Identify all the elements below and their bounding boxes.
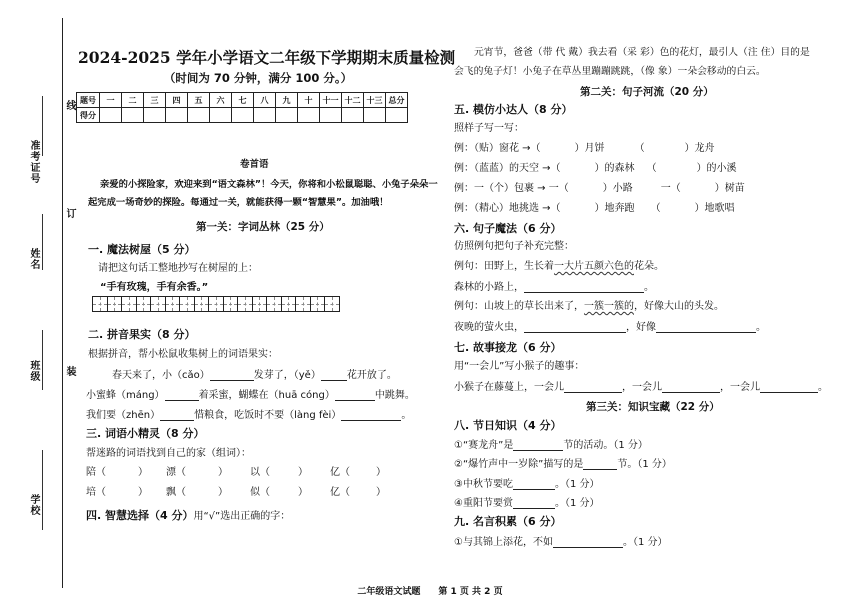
answer-blank[interactable] [321,370,347,381]
score-header-cell: 二 [122,93,144,108]
score-header-cell: 十二 [342,93,364,108]
score-header-cell: 三 [144,93,166,108]
score-header-cell: 十 [298,93,320,108]
q2-line-1: 春天来了，小（cǎo） 发芽了，（yě） 花开放了。 [112,370,397,381]
score-header-cell: 一 [100,93,122,108]
label-class: 班级 [28,360,39,382]
q4-title: 四. 智慧选择（4 分） [86,509,194,522]
score-header-cell: 八 [254,93,276,108]
q5-title: 五. 模仿小达人（8 分） [454,103,573,116]
score-header-cell: 六 [210,93,232,108]
part3-heading: 第三关：知识宝藏（22 分） [586,401,720,413]
answer-blank[interactable] [524,322,626,333]
score-cell[interactable] [276,108,298,123]
label-name: 姓名 [28,248,39,270]
score-cell[interactable] [254,108,276,123]
label-school: 学校 [28,494,39,516]
answer-blank[interactable] [513,440,563,451]
q6-example-2: 例句：山坡上的草长出来了，一簇一簇的，好像大山的头发。 [454,301,724,312]
score-header-row [77,93,408,108]
q8-title: 八. 节日知识（4 分） [454,419,562,432]
score-cell[interactable] [100,108,122,123]
score-header-cell: 题号 [77,93,100,108]
score-cell[interactable] [232,108,254,123]
answer-blank[interactable] [656,322,756,333]
score-cell[interactable] [320,108,342,123]
score-header-cell: 四 [166,93,188,108]
answer-blank[interactable] [335,390,375,401]
q6-title: 六. 句子魔法（6 分） [454,222,562,235]
q6-instruction: 仿照例句把句子补充完整： [454,241,574,252]
q8-item-1: ①“赛龙舟”是 节的活动。（1 分） [454,440,648,451]
answer-blank[interactable] [564,382,622,393]
score-cell[interactable] [188,108,210,123]
q2-line-3: 我们要（zhēn） 惜粮食，吃饭时不要（làng fèi） 。 [86,410,412,421]
score-header-cell: 七 [232,93,254,108]
q3-instruction: 帮迷路的词语找到自己的家（组词）： [86,448,251,459]
score-cell[interactable] [342,108,364,123]
exam-number-field[interactable] [42,96,43,156]
q5-instruction: 照样子写一写： [454,123,524,134]
answer-blank[interactable] [513,479,555,490]
intro-heading: 卷首语 [240,159,269,170]
q3-row-2: 培（ ） 飘（ ） 似（ ） 亿（ ） [86,487,386,498]
q3-title: 三. 词语小精灵（8 分） [86,427,205,440]
answer-blank[interactable] [524,282,644,293]
answer-blank[interactable] [341,410,401,421]
q2-line-2: 小蜜蜂（máng） 着采蜜，蝴蝶在（huā cóng） 中跳舞。 [86,390,415,401]
q2-title: 二. 拼音果实（8 分） [88,328,196,341]
q6-fill-1: 森林的小路上， 。 [454,282,654,293]
q7-title: 七. 故事接龙（6 分） [454,341,562,354]
name-field[interactable] [42,214,43,270]
class-field[interactable] [42,330,43,390]
score-header-cell: 十一 [320,93,342,108]
score-row-label: 得分 [77,108,100,123]
q4-text-line-1: 元宵节，爸爸（带 代 戴）我去看（采 彩）色的花灯，最引人（注 住）目的是 [474,47,810,58]
answer-blank[interactable] [513,498,555,509]
intro-line-1: 亲爱的小探险家，欢迎来到“语文森林”！今天，你将和小松鼠聪聪、小兔子朵朵一 [100,179,438,190]
score-cell[interactable] [210,108,232,123]
page-footer: 二年级语文试题 第 1 页 共 2 页 [357,587,503,597]
part1-heading: 第一关：字词丛林（25 分） [196,221,330,233]
answer-blank[interactable] [662,382,720,393]
exam-title: 2024-2025 学年小学语文二年级下学期期末质量检测 [78,48,456,67]
q5-row-1: 例：（贴）窗花 →（ ）月饼 （ ）龙舟 [454,143,715,154]
score-cell[interactable] [386,108,408,123]
label-exam-number: 准考证号 [28,140,39,184]
q4-instruction: 用“√”选出正确的字： [193,511,291,522]
q6-fill-2: 夜晚的萤火虫， ，好像 。 [454,322,766,333]
score-cell[interactable] [144,108,166,123]
exam-subtitle: （时间为 70 分钟，满分 100 分。） [163,71,353,85]
q8-item-3: ③中秋节要吃 。（1 分） [454,479,600,490]
score-cell[interactable] [298,108,320,123]
q4-text-line-2: 会飞的兔子灯！小兔子在草丛里蹦蹦跳跳，（像 象）一朵会移动的白云。 [454,66,766,77]
q5-row-4: 例：（精心）地挑选 →（ ）地奔跑 （ ）地歌唱 [454,203,735,214]
score-cell[interactable] [122,108,144,123]
score-header-cell: 总分 [386,93,408,108]
answer-blank[interactable] [210,370,254,381]
answer-blank[interactable] [160,410,194,421]
writing-grid[interactable] [92,296,339,312]
score-cell[interactable] [166,108,188,123]
answer-blank[interactable] [583,459,617,470]
score-table [76,92,408,123]
q7-line: 小猴子在藤蔓上，一会儿 ，一会儿 ，一会儿 。 [454,382,828,393]
score-value-row [77,108,408,123]
binding-marker-staple: 订 [64,208,75,219]
school-field[interactable] [42,450,43,530]
answer-blank[interactable] [553,537,623,548]
q3-row-1: 陪（ ） 漂（ ） 以（ ） 亿（ ） [86,467,386,478]
score-header-cell: 五 [188,93,210,108]
answer-blank[interactable] [165,390,199,401]
q1-sentence: “手有玫瑰，手有余香。” [100,282,209,293]
part2-heading: 第二关：句子河流（20 分） [580,86,714,98]
q9-item-1: ①与其锦上添花，不如 。（1 分） [454,537,668,548]
q8-item-2: ②“爆竹声中一岁除”描写的是 节。（1 分） [454,459,672,470]
q4-heading [86,510,290,522]
q7-instruction: 用“一会儿”写小猴子的趣事： [454,361,585,372]
answer-blank[interactable] [760,382,818,393]
binding-marker-bind: 装 [64,366,75,377]
q5-row-3: 例：一（个）包裹 → 一（ ）小路 一（ ）树苗 [454,183,745,194]
score-cell[interactable] [364,108,386,123]
binding-marker-line: 线 [64,100,75,111]
q8-item-4: ④重阳节要赏 。（1 分） [454,498,600,509]
q9-title: 九. 名言积累（6 分） [454,515,562,528]
score-header-cell: 九 [276,93,298,108]
q5-row-2: 例：（蓝蓝）的天空 →（ ）的森林 （ ）的小溪 [454,163,737,174]
q1-title: 一. 魔法树屋（5 分） [88,243,196,256]
intro-line-2: 起完成一场奇妙的探险。每通过一关，就能获得一颗“智慧果”。加油哦！ [88,197,389,208]
q6-example-1: 例句：田野上，生长着一大片五颜六色的花朵。 [454,261,664,272]
q2-instruction: 根据拼音，帮小松鼠收集树上的词语果实： [88,349,278,360]
q1-instruction: 请把这句话工整地抄写在树屋的上： [98,263,258,274]
score-header-cell: 十三 [364,93,386,108]
